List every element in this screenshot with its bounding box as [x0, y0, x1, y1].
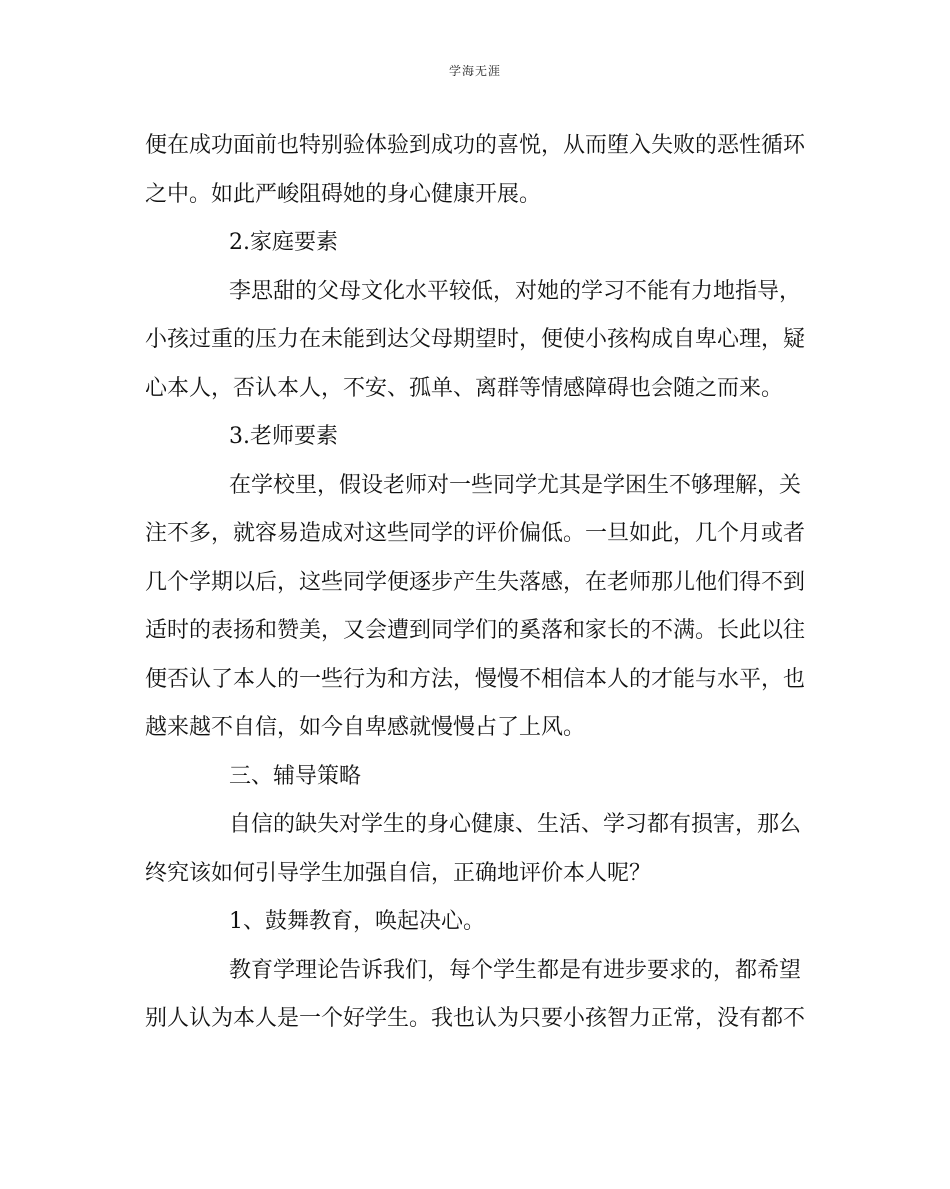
text-line: 便在成功面前也特别验体验到成功的喜悦，从而堕入失败的恶性循环 — [145, 133, 805, 158]
section-heading: 1、鼓舞教育，唤起决心。 — [229, 909, 485, 934]
text-line: 之中。如此严峻阻碍她的身心健康开展。 — [145, 181, 542, 207]
section-heading: 2.家庭要素 — [229, 230, 338, 255]
text-line: 别人认为本人是一个好学生。我也认为只要小孩智力正常，没有都不 — [145, 1006, 805, 1031]
paragraph-start: 李思甜的父母文化水平较低，对她的学习不能有力地指导， — [229, 278, 802, 304]
page-header: 学海无涯 — [448, 64, 501, 78]
paragraph-start: 自信的缺失对学生的身心健康、生活、学习都有损害，那么 — [229, 812, 802, 837]
text-line: 小孩过重的压力在未能到达父母期望时，便使小孩构成自卑心理，疑 — [145, 327, 805, 352]
text-line: 便否认了本人的一些行为和方法，慢慢不相信本人的才能与水平，也 — [145, 666, 805, 692]
section-heading: 3.老师要素 — [229, 424, 338, 449]
body-text — [145, 122, 805, 1044]
text-line: 越来越不自信，如今自卑感就慢慢占了上风。 — [145, 715, 586, 740]
section-heading: 三、辅导策略 — [229, 763, 362, 789]
text-line: 心本人，否认本人，不安、孤单、离群等情感障碍也会随之而来。 — [145, 375, 784, 401]
text-line: 几个学期以后，这些同学便逐步产生失落感，在老师那儿他们得不到 — [145, 569, 805, 595]
paragraph-start: 在学校里，假设老师对一些同学尤其是学困生不够理解，关 — [229, 472, 802, 498]
text-line: 适时的表扬和赞美，又会遭到同学们的奚落和家长的不满。长此以往 — [145, 618, 805, 643]
text-line: 终究该如何引导学生加强自信，正确地评价本人呢？ — [145, 860, 652, 886]
paragraph-start: 教育学理论告诉我们，每个学生都是有进步要求的，都希望 — [229, 957, 802, 983]
text-line: 注不多，就容易造成对这些同学的评价偏低。一旦如此，几个月或者 — [145, 521, 805, 546]
